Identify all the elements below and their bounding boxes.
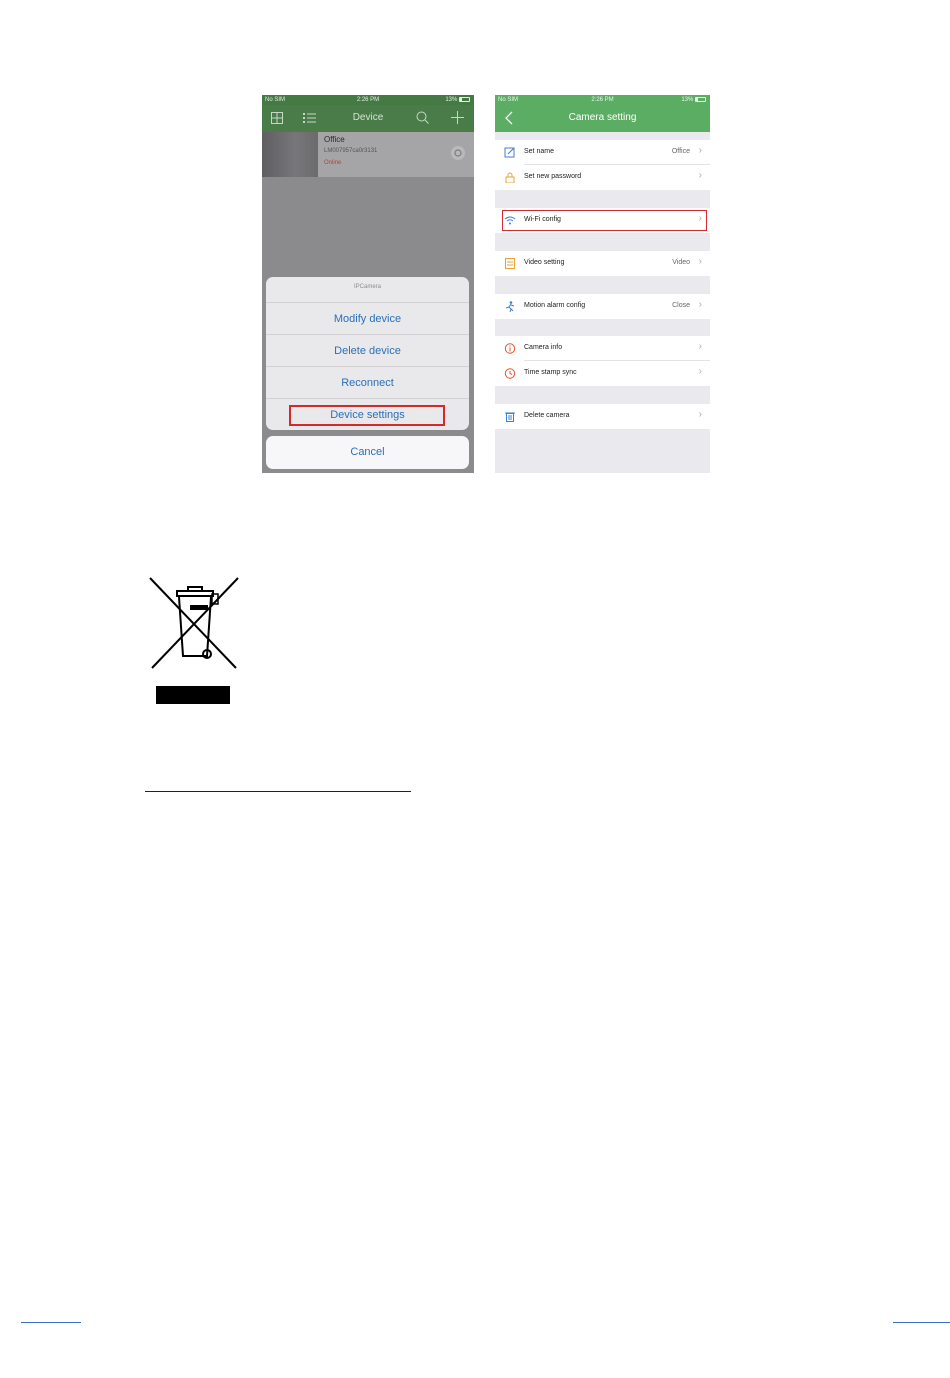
row-value: Close <box>672 302 690 309</box>
info-icon <box>504 343 516 354</box>
row-value: Video <box>672 259 690 266</box>
battery-icon <box>459 97 470 102</box>
row-label: Delete camera <box>524 412 570 419</box>
chevron-right-icon: › <box>698 299 702 310</box>
highlight-box <box>502 210 707 231</box>
chevron-right-icon: › <box>698 366 702 377</box>
trash-icon <box>504 411 516 422</box>
edit-icon <box>504 147 516 158</box>
battery-label: 13% <box>445 97 458 104</box>
chevron-right-icon: › <box>698 170 702 181</box>
battery-indicator <box>445 97 470 103</box>
row-label: Motion alarm config <box>524 302 586 309</box>
settings-row-time-stamp-sync[interactable] <box>495 361 710 386</box>
time-label: 2:26 PM <box>356 97 380 103</box>
time-label: 2:26 PM <box>591 97 614 103</box>
device-list-screenshot <box>262 95 474 473</box>
action-sheet-title: IPCamera <box>353 284 381 290</box>
chevron-right-icon: › <box>698 409 702 420</box>
row-label: Wi-Fi config <box>524 216 561 223</box>
row-value: Office <box>671 148 690 155</box>
settings-row-set-password[interactable] <box>495 165 710 190</box>
motion-icon <box>504 301 516 312</box>
settings-row-motion-alarm[interactable] <box>495 294 710 319</box>
settings-row-set-name[interactable] <box>495 140 710 165</box>
action-sheet <box>266 277 469 430</box>
device-settings-gear-icon[interactable] <box>451 146 465 160</box>
chevron-right-icon: › <box>698 213 702 224</box>
chevron-right-icon: › <box>698 145 702 156</box>
video-settings-icon <box>504 258 516 269</box>
highlight-box <box>289 405 445 426</box>
row-label: Camera info <box>524 344 563 351</box>
battery-indicator <box>681 97 706 103</box>
nav-title: Device <box>352 112 384 123</box>
settings-row-delete-camera[interactable] <box>495 404 710 429</box>
row-label: Set new password <box>524 173 582 180</box>
row-label: Set name <box>524 148 554 155</box>
chevron-right-icon: › <box>698 341 702 352</box>
chevron-right-icon: › <box>698 256 702 267</box>
row-label: Video setting <box>524 259 565 266</box>
camera-setting-screenshot <box>495 95 710 473</box>
status-bar <box>262 95 474 105</box>
row-label: Time stamp sync <box>524 369 577 376</box>
footer-rule-right <box>893 1322 950 1323</box>
search-icon[interactable] <box>416 111 429 124</box>
device-settings-button[interactable]: Device settings <box>266 398 469 430</box>
cancel-button[interactable]: Cancel <box>266 436 469 469</box>
device-name: Office <box>324 135 345 144</box>
settings-row-camera-info[interactable] <box>495 336 710 361</box>
device-thumbnail <box>262 132 318 177</box>
device-id: LM007957ca0r3131 <box>324 148 378 154</box>
nav-title: Camera setting <box>568 112 637 123</box>
status-bar <box>495 95 710 105</box>
nav-bar <box>262 105 474 132</box>
settings-row-video-setting[interactable] <box>495 251 710 276</box>
weee-crossed-bin-icon <box>148 576 240 670</box>
carrier-label: No SIM <box>498 97 519 103</box>
device-status: Online <box>324 160 342 166</box>
battery-label: 13% <box>681 97 694 104</box>
weee-solid-bar <box>156 686 230 704</box>
nav-bar <box>495 105 710 132</box>
modify-device-button[interactable]: Modify device <box>266 302 469 335</box>
footer-rule-left <box>21 1322 81 1323</box>
carrier-label: No SIM <box>265 97 286 103</box>
device-list-item[interactable] <box>262 132 474 177</box>
reconnect-button[interactable]: Reconnect <box>266 366 469 399</box>
lock-icon <box>504 172 516 183</box>
add-icon[interactable] <box>451 111 464 124</box>
clock-icon <box>504 368 516 379</box>
battery-icon <box>695 97 706 102</box>
delete-device-button[interactable]: Delete device <box>266 334 469 367</box>
section-divider <box>145 791 411 792</box>
